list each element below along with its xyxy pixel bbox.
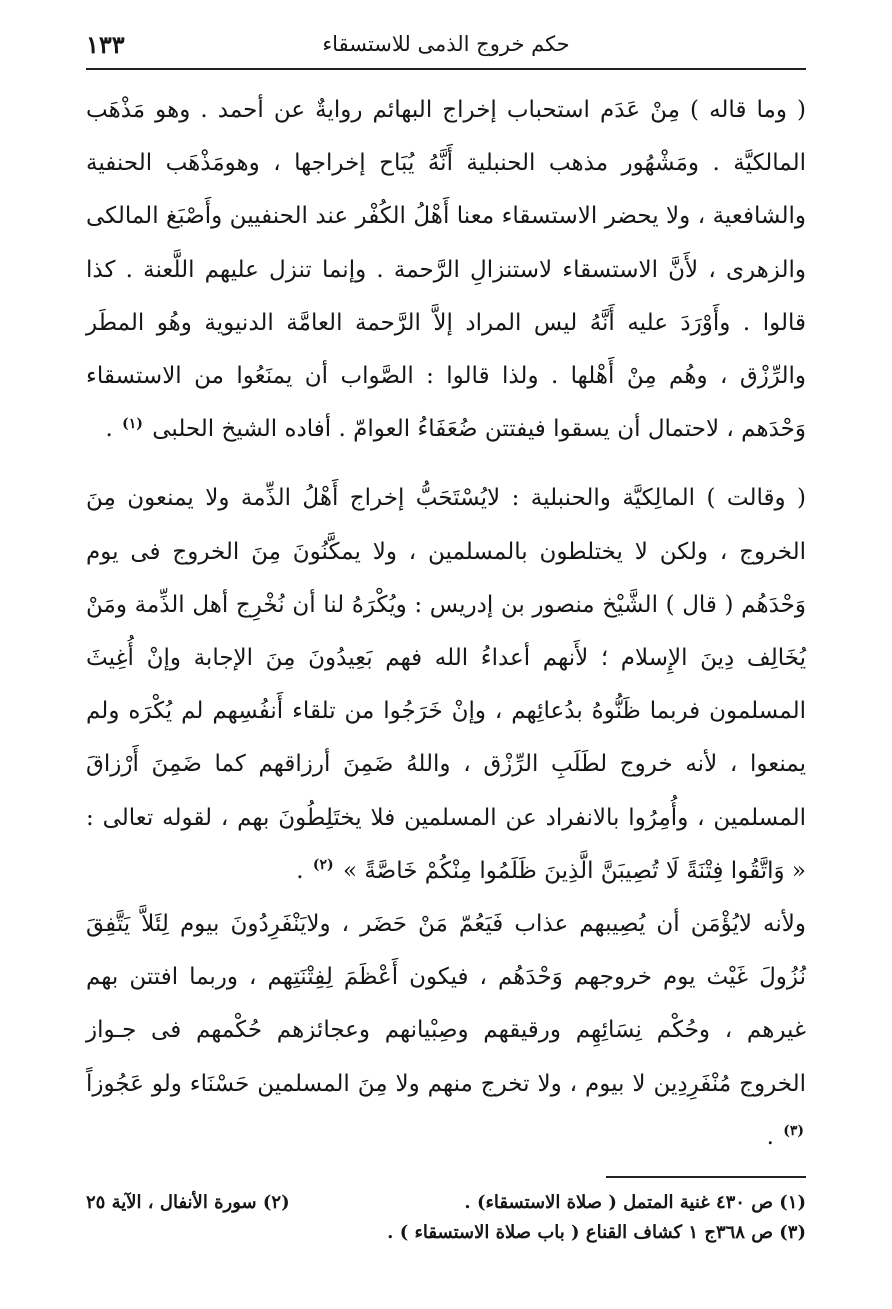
paragraph-3 <box>86 898 806 1164</box>
main-text <box>86 84 806 1164</box>
footnotes <box>86 1188 806 1248</box>
footnote-3: (٣) ص ٣٦٨ج ١ كشاف القناع ( باب صلاة الاستسقاء ) . <box>387 1222 806 1244</box>
footnote-1: (١) ص ٤٣٠ غنية المتمل ( صلاة الاستسقاء) . <box>464 1192 806 1214</box>
paragraph-text: ولأنه لايُؤْمَن أن يُصِيبهم عذاب فَيَعُمّ مَنْ حَضَر ، ولايَنْفَرِدُونَ بيوم لِئَلاَّ يَتَّفِقَ نُزُولَ غَيْث يوم خروجهم وَحْدَهُم ، فيكون أَعْظَمَ لِفِتْنَتِهم ، وربما افتتن بهم غيرهم ، وحُكْم نِسَائِهِم ورقيقهم وصِبْيانهم وعجائزهم حُكْمهم فى جـواز الخروج مُنْفَرِدِين لا بيوم ، ولا تخرج منهم ولا مِنَ المسلمين حَسْنَاء ولو عَجُوزاً <box>86 911 807 1097</box>
running-title: حكم خروج الذمى للاستسقاء <box>322 32 570 56</box>
paragraph-text: ( وما قاله ) مِنْ عَدَم استحباب إخراج البهائم روايةٌ عن أحمد . وهو مَذْهَب المالكيَّة . ومَشْهُور مذهب الحنبلية أَنَّهُ يُبَاح إخراجها ، وهومَذْهَب الحنفية والشافعية ، ولا يحضر الاستسقاء معنا أَهْلُ الكُفْر عند الحنفيين وأَصْبَغ المالكى والزهرى ، لأَنَّ الاستسقاء لاستنزالِ الرَّحمة . وإنما تنزل عليهم اللَّعنة . كذا قالوا . وأَوْرَدَ عليه أَنَّهُ ليس المراد إلاَّ الرَّحمة العامَّة الدنيوية وهُو المطَر والرِّزْق ، وهُم مِنْ أَهْلها . ولذا قالوا : الصَّواب أن يمنَعُوا من الاستسقاء وَحْدَهم ، لاحتمال أن يسقوا فيفتتن ضُعَفَاءُ العوامّ . أفاده الشيخ الحلبى <box>86 97 806 443</box>
page-number: ١٣٣ <box>86 30 125 59</box>
footnote-divider <box>606 1176 806 1178</box>
footnote-2: (٢) سورة الأنفال ، الآية ٢٥ <box>86 1192 290 1214</box>
paragraph-end: . <box>296 857 304 884</box>
page-header <box>86 22 806 68</box>
footnote-line <box>86 1188 806 1218</box>
footnote-ref: (٢) <box>312 857 334 874</box>
paragraph-1 <box>86 84 806 456</box>
footnote-line <box>86 1218 806 1248</box>
footnote-ref: (١) <box>122 415 143 432</box>
footnote-ref: (٣) <box>783 1123 804 1140</box>
paragraph-end: . <box>766 1123 774 1150</box>
paragraph-end: . <box>105 416 113 443</box>
paragraph-text: ( وقالت ) المالِكيَّة والحنبلية : لايُسْتَحَبُّ إخراج أَهْلُ الذِّمة ولا يمنعون مِنَ الخروج ، ولكن لا يختلطون بالمسلمين ، ولا يمكَّنُونَ مِنَ الخروج فى يوم وَحْدَهُم ( قال ) الشَّيْخ منصور بن إدريس : ويُكْرَهُ لنا أن نُخْرِج أهل الذِّمة ومَنْ يُخَالِف دِينَ الإِسلام ؛ لأَنهم أعداءُ الله فهم بَعِيدُونَ مِنَ الإجابة وإنْ أُغِيثَ المسلمون فربما ظَنُّوهُ بدُعائِهم ، وإنْ خَرَجُوا من تلقاء أَنفُسِهم لم يُكْرَه ولم يمنعوا ، لأنه خروج لطَلَبِ الرِّزْق ، واللهُ ضَمِنَ أرزاقهم كما ضَمِنَ أَرْزاقَ المسلمين ، وأُمِرُوا بالانفراد عن المسلمين فلا يختَلِطُونَ بهم ، لقوله تعالى : « وَاتَّقُوا فِتْنَةً لَا تُصِيبَنَّ الَّذِينَ ظَلَمُوا مِنْكُمْ خَاصَّةً » <box>86 485 806 884</box>
paragraph-2 <box>86 472 806 898</box>
header-divider <box>86 68 806 70</box>
